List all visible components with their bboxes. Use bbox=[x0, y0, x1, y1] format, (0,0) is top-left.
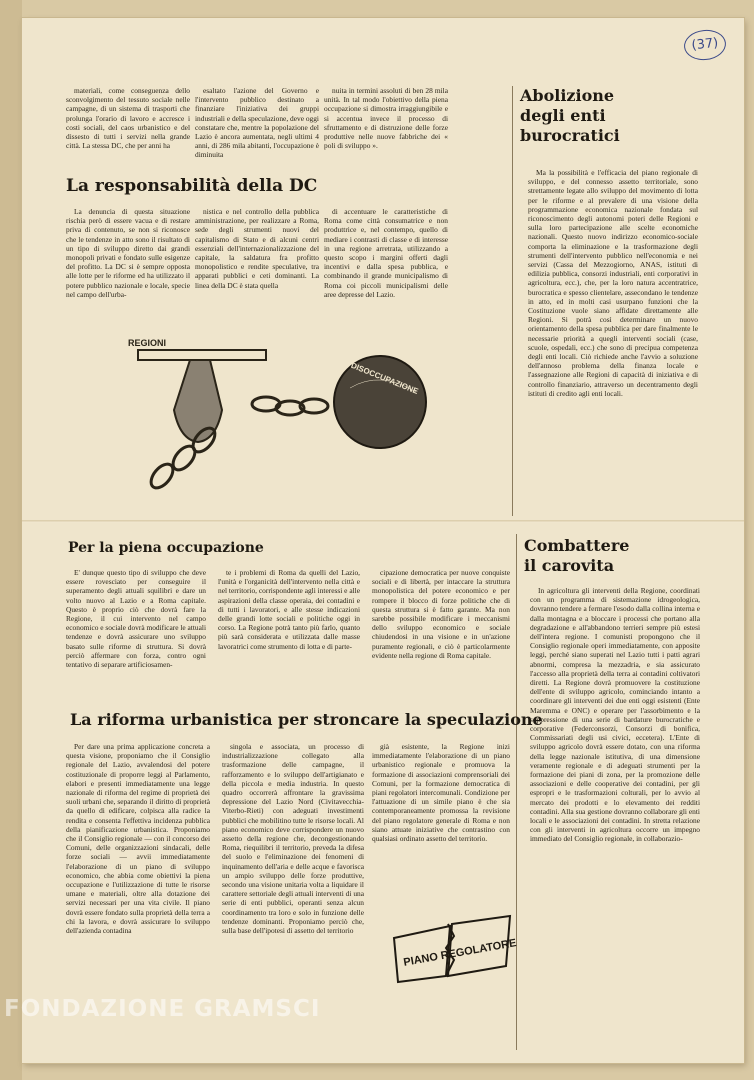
headline-urbanistica: La riforma urbanistica per stroncare la speculazione bbox=[70, 710, 543, 729]
ball-label: DISOCCUPAZIONE bbox=[349, 360, 420, 397]
occupazione-column-1 bbox=[66, 568, 206, 669]
cartoon-piano-regolatore bbox=[388, 910, 518, 990]
chain-link bbox=[147, 460, 177, 492]
sidebar-title-line: Abolizione bbox=[520, 86, 615, 105]
column-rule bbox=[512, 86, 513, 516]
paragraph: Ma la possibilità e l'efficacia del piano regionale di sviluppo, e del connesso assetto territoriale, sono strettamente legate allo sviluppo del movimento di lotta per le riforme e al prevalere di una visione della programmazione economica nazionale fondata sul riconoscimento degli autonomi poteri delle Regioni e sulla loro partecipazione alle scelte economiche nazionali. Questo nuovo indirizzo economico-sociale comporta la eliminazione e la trasformazione degli strumenti dell'intervento pubblico nell'economia e nei servizi (Cassa del Mezzogiorno, ANAS, istituti di edilizia pubblica, consorzi industriali, enti corporativi in agricoltura, ecc.), che, per la loro natura accentratrice, burocratica e spesso clientelare, assecondano le tendenze in atto, ed in molti casi usurpano funzioni che la Costituzione vuole siano affidate direttamente alle Regioni. Si potrà così determinare un nuovo orientamento della spesa pubblica per dare finalmente le necessarie priorità a quegli interventi sociali (case, scuole, ospedali, ecc.) che sono di precipua competenza degli enti locali. Ciò richiede anche l'avvio a soluzione dell'annoso problema della finanza locale e l'assegnazione alle Regioni di capacità di iniziativa e di controllo finanziario, attraverso un decentramento degli istituti di credito agli enti locali. bbox=[528, 168, 698, 398]
paragraph: nuita in termini assoluti di ben 28 mila unità. In tal modo l'obiettivo della piena occupazione si dimostra irraggiungibile e si accentua invece il processo di sfruttamento e di distruzione delle forze produttive nelle nuove fabbriche dei « poli di sviluppo ». bbox=[324, 86, 448, 151]
top-column-2 bbox=[195, 86, 319, 160]
paragraph: te i problemi di Roma da quelli del Lazio, l'unità e l'organicità dell'intervento nella città e nel territorio, corrispondente agli interessi e alle aspirazioni della classe operaia, dei contadini e di tutti i lavoratori, e alle stesse indicazioni delle grandi lotte sociali e politiche oggi in corso. La Regione potrà tanto più farlo, quanto più sarà considerata e utilizzata dalle masse lavoratrici come strumento di lotta e di parte- bbox=[218, 568, 360, 651]
dc-column-2 bbox=[195, 207, 319, 290]
paragraph: esaltato l'azione del Governo e l'intervento pubblico destinato a finanziare l'iniziativa dei gruppi industriali e della speculazione, deve oggi constatare che, mentre la popolazione del Lazio è ancora aumentata, negli ultimi 4 anni, di 286 mila abitanti, l'occupazione è diminuita bbox=[195, 86, 319, 160]
paragraph: E' dunque questo tipo di sviluppo che deve essere rovesciato per conseguire il superamento degli attuali squilibri e dare un volto nuovo al Lazio e a Roma capitale. Questo è proprio ciò che dovrà fare la Regione, il cui intervento nel campo economico e sociale dovrà modificare le attuali tendenze e dovrà assicurare uno sviluppo basato sulle riforme di struttura. Si dovrà perciò affermare con forza, contro ogni tentativo di separare artificiosamen- bbox=[66, 568, 206, 670]
paragraph: di accentuare le caratteristiche di Roma come città consumatrice e non produttrice e, nel contempo, quello di mediare i contrasti di classe e di interesse in una regione arretrata, utilizzando a questo scopo i margini offerti dagli incentivi e dalla spesa pubblica, e combinando il grande municipalismo di Roma coi piccoli municipalismi delle aree depresse del Lazio. bbox=[324, 207, 448, 299]
ball-icon bbox=[334, 356, 426, 448]
ball bbox=[334, 356, 426, 448]
cartoon-label: PIANO REGOLATORE bbox=[402, 937, 518, 969]
watermark: FONDAZIONE GRAMSCI bbox=[4, 996, 321, 1022]
sidebar-abolizione-text bbox=[528, 168, 698, 398]
occupazione-column-2 bbox=[218, 568, 360, 651]
sidebar-carovita-text bbox=[530, 586, 700, 844]
paragraph: La denuncia di questa situazione rischia però di essere vacua e di restare priva di contenuto, se non si riconosce che le tendenze in atto sono il risultato di un tipo di sviluppo diretto dai grandi monopoli privati e fondato sulle esigenze del profitto. La DC si è sempre opposta alle lotte per le riforme ed ha utilizzato il potere pubblico nazionale e locale, specie nel campo dell'urba- bbox=[66, 207, 190, 299]
paragraph: materiali, come conseguenza dello sconvolgimento del tessuto sociale nelle campagne, di un sistema di trasporti che prolunga l'orario di lavoro e accresce i costi sociali, del caos urbanistico e del dissesto di tutti i servizi nella grande città. La stessa DC, che per anni ha bbox=[66, 86, 190, 151]
top-column-3 bbox=[324, 86, 448, 150]
sidebar-title-line: degli enti bbox=[520, 106, 606, 125]
occupazione-column-3 bbox=[372, 568, 510, 660]
dc-column-1 bbox=[66, 207, 190, 299]
sidebar-abolizione bbox=[520, 86, 698, 146]
urbanistica-column-3 bbox=[372, 742, 510, 843]
paragraph: singola e associata, un processo di industrializzazione collegato alla trasformazione delle campagne, il rafforzamento e lo sviluppo dell'artigianato e della piccola e media industria. In questo quadro occorrerà affrontare la gravissima depressione del Lazio Nord (Civitavecchia-Viterbo-Rieti) con adeguati investimenti pubblici che mobilitino tutte le risorse locali. Al piano economico deve corrispondere un nuovo assetto della regione che, decongestionando Roma, riequilibri il territorio, preveda la difesa del suolo e l'eliminazione dei fenomeni di inquinamento dell'aria e delle acque e favorisca un ampio sviluppo delle forze produttive, secondo una visione unitaria volta a liquidare il carattere settoriale degli attuali interventi di una serie di enti pubblici, operanti senza alcun coordinamento tra loro e solo in funzione delle tendenze dominanti. Proponiamo perciò che, sulla base dell'ipotesi di assetto del territorio bbox=[222, 742, 364, 936]
axe-label: REGIONI bbox=[128, 338, 167, 348]
top-column-1 bbox=[66, 86, 190, 150]
paragraph: già esistente, la Regione inizi immediatamente l'elaborazione di un piano urbanistico regionale e promuova la formazione di associazioni comprensoriali dei Comuni, per la formazione democratica di piani regolatori intercomunali. Condizione per l'attuazione di un simile piano è che sia contemporaneamente promossa la revisione del piano regolatore generale di Roma e non siano attuate iniziative che contrastino con qualsiasi ordinato assetto del territorio. bbox=[372, 742, 510, 844]
paragraph: In agricoltura gli interventi della Regione, coordinati con un programma di sistemazione idrogeologica, dovranno tendere a fermare l'esodo dalla collina interna e dalla montagna e a bloccare i processi che portano alla degradazione e all'abbandono terrieri sempre più estesi dell'intera regione. I comunisti propongono che il Consiglio regionale operi immediatamente, con apposite leggi, perché siano superati nel Lazio tutti i patti agrari abnormi, compresa la mezzadria, e sia assicurato l'accesso alla proprietà della terra ai contadini coltivatori diretti. La Regione dovrà promuovere la costituzione dell'ente di sviluppo agricolo, cominciando intanto a coordinare gli interventi dei due enti oggi esistenti (Ente Maremma e ONC) e operare per l'assorbimento e la soppressione di una serie di bardature burocratiche e corporative (Federconsorzi, Consorzi di bonifica, Commissariati degli usi civici, eccetera). L'Ente di sviluppo agricolo dovrà essere dotato, con una riforma della legge nazionale istitutiva, di una dimensione veramente regionale e di adeguati strumenti per la formazione dei piani di zona, per la promozione delle associazioni e delle cooperative dei contadini, per gli espropri e le trasformazioni colturali, per lo avvio al mercato dei prodotti e lo elevamento dei redditi contadini. Alla sua gestione dovranno collaborare gli enti locali e le associazioni dei contadini. In stretta relazione con gli interventi in agricoltura occorre un impegno immediato del Consiglio regionale, in collaborazio- bbox=[530, 586, 700, 844]
page-number: (37) bbox=[683, 28, 728, 62]
urbanistica-column-1 bbox=[66, 742, 210, 935]
sidebar-title-line: il carovita bbox=[524, 556, 615, 575]
paragraph: Per dare una prima applicazione concreta a questa visione, proponiamo che il Consiglio regionale del Lazio, avvalendosi del potere costituzionale di proporre leggi al Parlamento, elabori e presenti immediatamente una legge nazionale di riforma del regime di proprietà dei suoli urbani che, separando il diritto di proprietà da quello di edificare, colpisca alla radice la rendita e consenta l'effettiva incidenza pubblica della pianificazione urbanistica. Proponiamo che il Consiglio regionale — con il concorso dei Comuni, delle organizzazioni sindacali, delle forze sociali — avvii immediatamente l'elaborazione di un piano di sviluppo economico, che abbia come obiettivi la piena occupazione e l'utilizzazione di tutte le risorse umane e materiali, oltre alla dotazione dei servizi necessari per una vita civile. Il piano dovrà essere fondato sulla proprietà della terra a chi la lavora, e dovrà assicurare lo sviluppo dell'azienda contadina bbox=[66, 742, 210, 936]
dc-column-3 bbox=[324, 207, 448, 299]
axe-handle bbox=[138, 350, 266, 360]
scan-left-edge bbox=[0, 0, 22, 1080]
sidebar-title-line: burocratici bbox=[520, 126, 620, 145]
axe-icon bbox=[128, 338, 266, 442]
paragraph: cipazione democratica per nuove conquiste sociali e di libertà, per intaccare la struttura monopolistica del potere economico e per rompere il blocco di forze politiche che di questa struttura si è fatto garante. Ma non sarebbe possibile modificare i meccanismi dello sviluppo economico e sociale chiudendosi in una visione e in un'azione puramente regionali, e ciò è particolarmente evidente nella regione di Roma capitale. bbox=[372, 568, 510, 660]
cartoon-axe-chain bbox=[118, 330, 438, 500]
paragraph: nistica e nel controllo della pubblica amministrazione, per realizzare a Roma, sede degli strumenti nuovi del capitalismo di Stato e di alcuni centri essenziali dell'internazionalizzazione del capitale, la saldatura fra profitto monopolistico e rendite speculative, tra apparati pubblici e ceti dominanti. La linea della DC è stata quella bbox=[195, 207, 319, 290]
headline-occupazione: Per la piena occupazione bbox=[68, 540, 264, 556]
page-fold bbox=[22, 520, 744, 523]
sidebar-title-line: Combattere bbox=[524, 536, 630, 555]
urbanistica-column-2 bbox=[222, 742, 364, 935]
headline-dc: La responsabilità della DC bbox=[66, 176, 318, 196]
sidebar-carovita bbox=[524, 536, 702, 576]
